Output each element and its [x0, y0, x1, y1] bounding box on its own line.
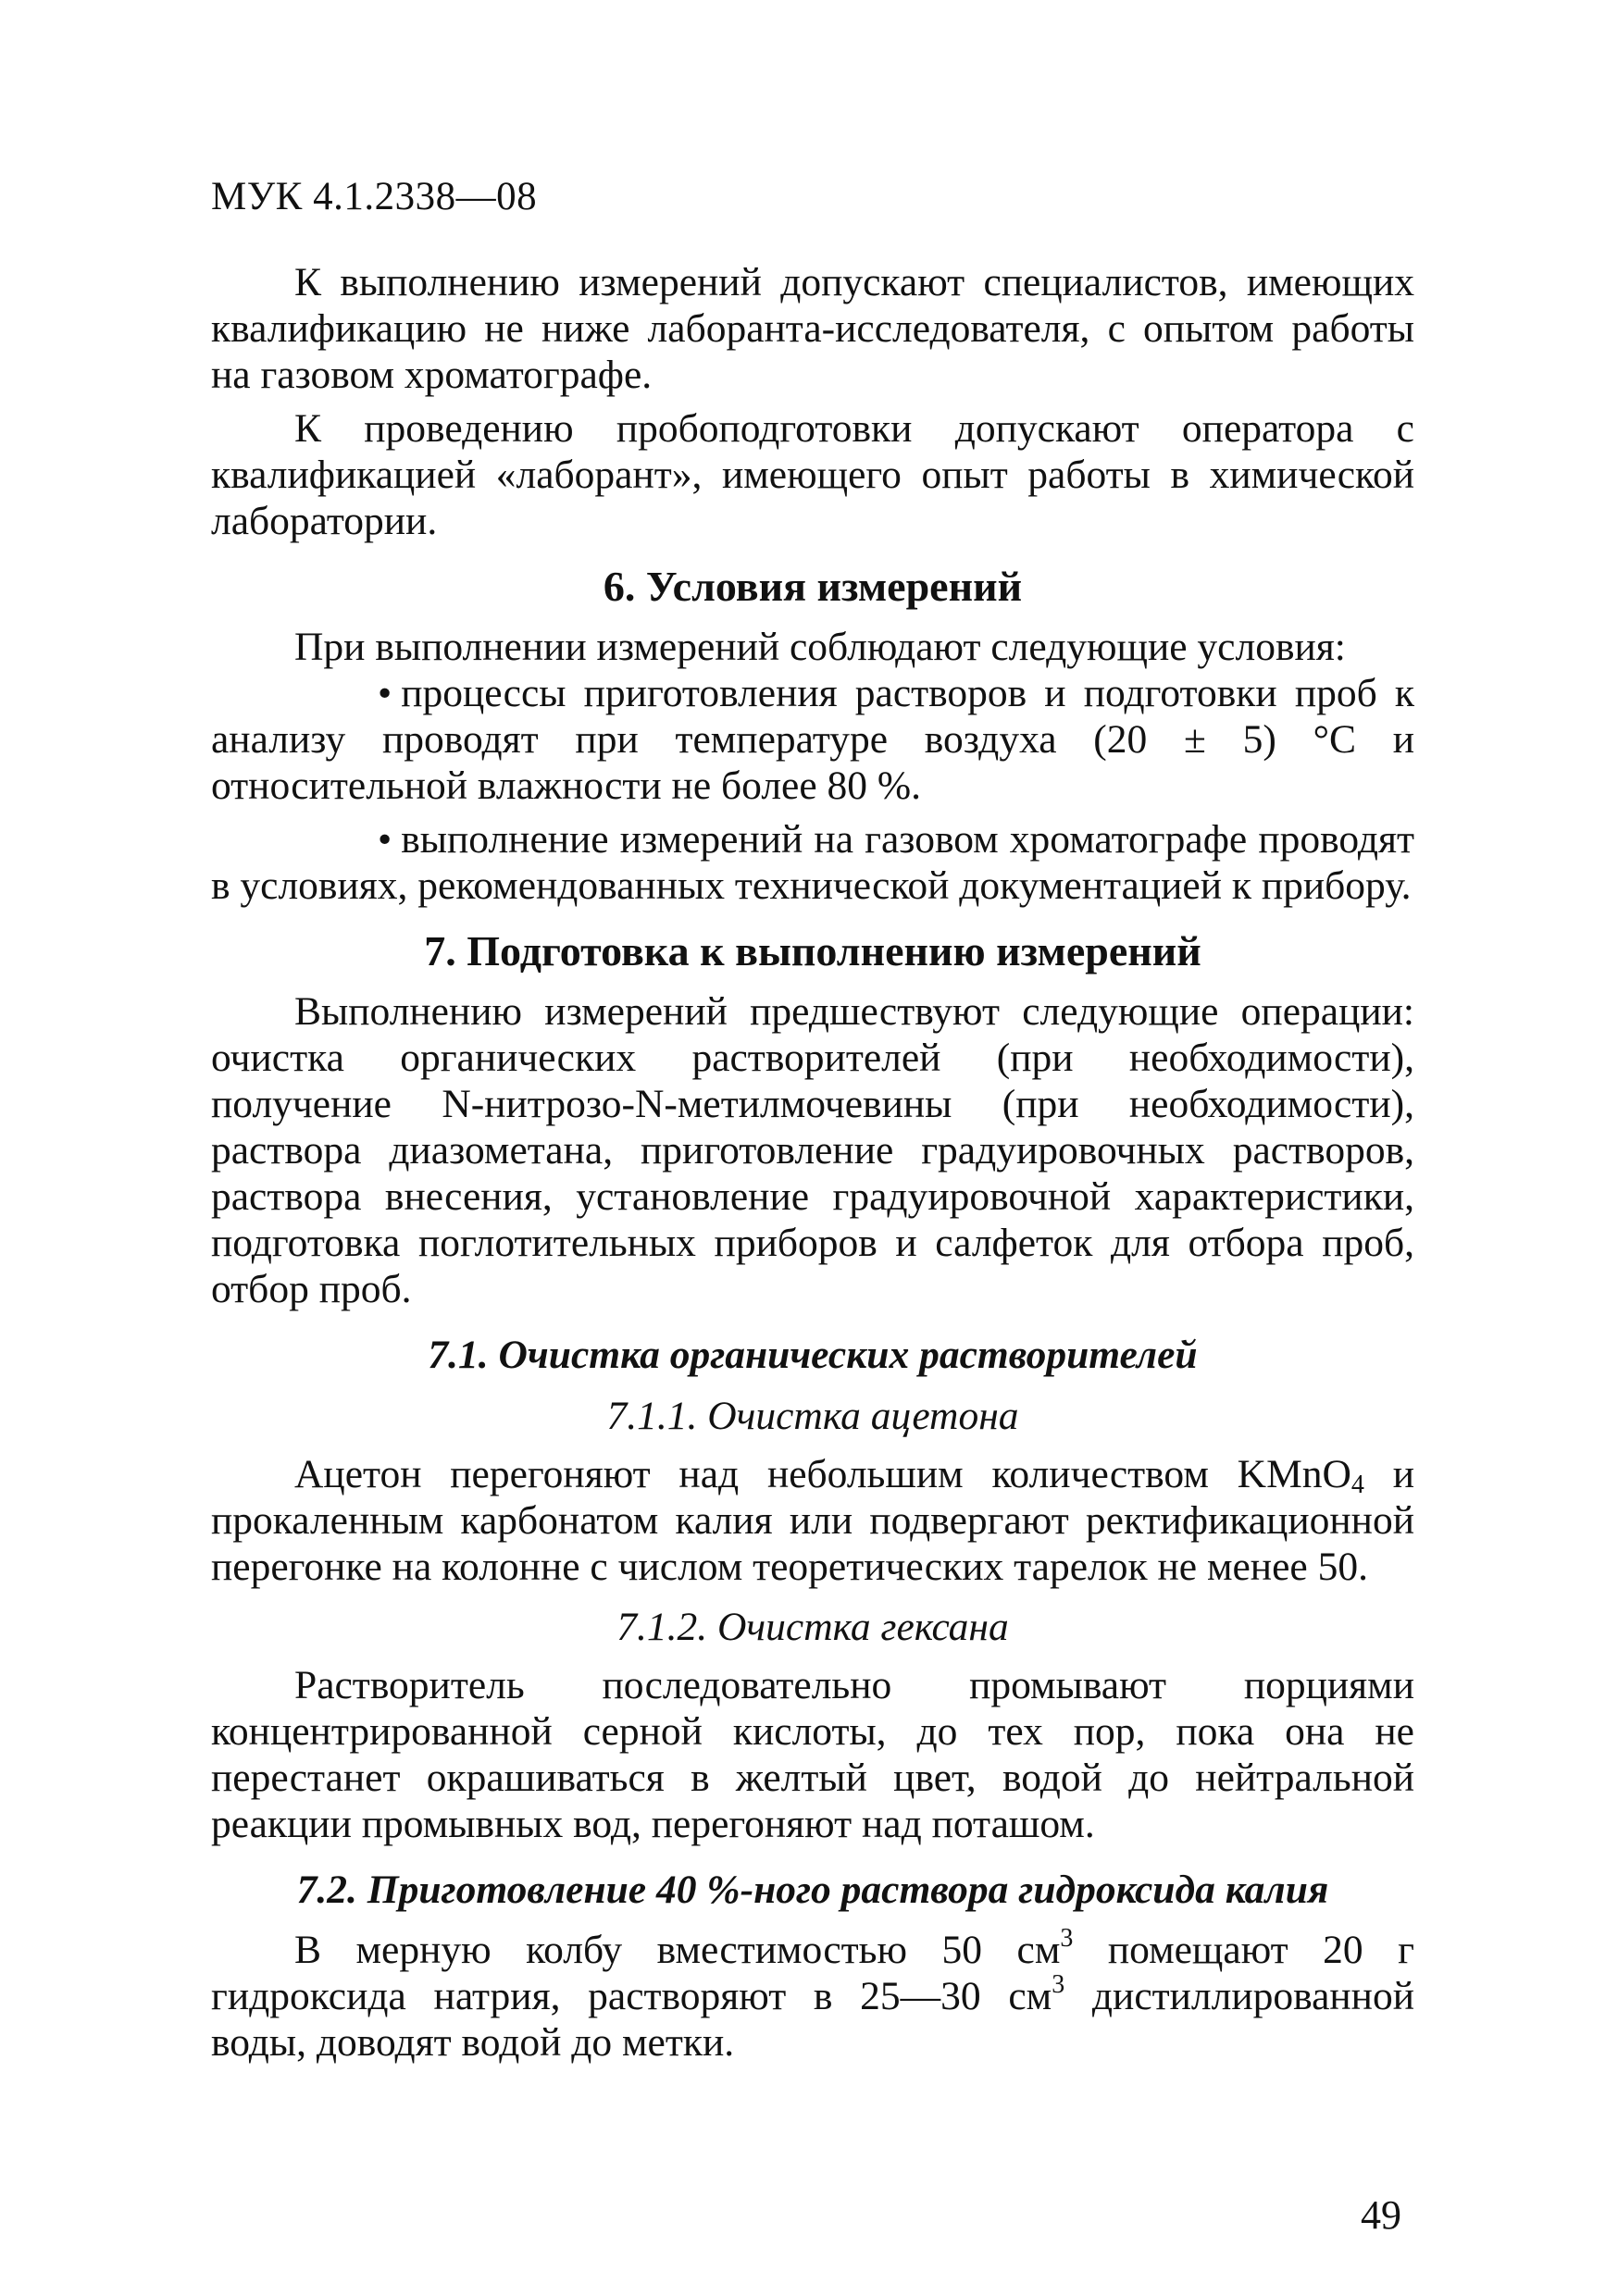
section-6-heading: 6. Условия измерений [603, 563, 1023, 610]
acetone-text-end: и прокаленным карбонатом калия или подвергают ректификационной перегонке на колонне с числом теоретических тарелок не менее 50. [211, 1452, 1414, 1589]
section-7-1-1-heading: 7.1.1. Очистка ацетона [606, 1394, 1019, 1438]
section-7-paragraph: Выполнению измерений предшествуют следующие операции: очистка органических растворителей (при необходимости), получение N-нитрозо-N-метилмочевины (при необходимости), раствора диазометана, приготовление градуировочных растворов, раствора внесения, установление градуировочной характеристики, подготовка поглотительных приборов и салфеток для отбора проб, отбор проб. [211, 989, 1414, 1311]
paragraph-staff-qualification: К выполнению измерений допускают специалистов, имеющих квалификацию не ниже лаборанта-исследователя, с опытом работы на газовом хроматографе. [211, 260, 1414, 397]
page-content [211, 259, 1414, 2073]
section-7-2-paragraph [211, 1924, 1414, 2066]
section-7-2-heading: 7.2. Приготовление 40 %-ного раствора гидроксида калия [296, 1868, 1329, 1912]
section-7-1-2-paragraph: Растворитель последовательно промывают порциями концентрированной серной кислоты, до тех пор, пока она не перестанет окрашиваться в желтый цвет, водой до нейтральной реакции промывных вод, перегоняют над поташом. [211, 1663, 1414, 1846]
bullet-2-text: выполнение измерений на газовом хроматографе проводят в условиях, рекомендованных технической документацией к прибору. [211, 817, 1414, 908]
bullet-icon: • [378, 817, 392, 862]
document-code: МУК 4.1.2338—08 [211, 175, 538, 218]
bullet-1-text: процессы приготовления растворов и подготовки проб к анализу проводят при температуре воздуха (20 ± 5) °С и относительной влажности не более 80 %. [211, 671, 1414, 808]
cm3-superscript-2: 3 [1052, 1970, 1065, 1999]
section-7-1-2-heading: 7.1.2. Очистка гексана [616, 1605, 1009, 1649]
paragraph-operator-qualification: К проведению пробоподготовки допускают оператора с квалификацией «лаборант», имеющего опыт работы в химической лаборатории. [211, 406, 1414, 543]
bullet-icon: • [378, 671, 392, 715]
acetone-text-start: Ацетон перегоняют над небольшим количеством KMnO [294, 1452, 1351, 1496]
koh-text-a: В мерную колбу вместимостью 50 см [294, 1928, 1061, 1972]
kmno4-subscript: 4 [1350, 1471, 1364, 1499]
section-6-lead: При выполнении измерений соблюдают следующие условия: [294, 625, 1346, 669]
section-7-1-heading: 7.1. Очистка органических растворителей [428, 1333, 1198, 1377]
koh-text-c: дистиллированной воды, доводят водой до метки. [211, 1974, 1414, 2065]
koh-text-b: помещают 20 г гидроксида натрия, растворяют в 25—30 см [211, 1928, 1414, 2018]
section-6-bullet-2 [211, 816, 1414, 909]
section-6-bullet-1 [211, 670, 1414, 809]
page-number: 49 [1361, 2192, 1401, 2238]
section-7-heading: 7. Подготовка к выполнению измерений [424, 927, 1201, 974]
section-7-1-1-paragraph [211, 1451, 1414, 1590]
cm3-superscript-1: 3 [1060, 1924, 1074, 1953]
